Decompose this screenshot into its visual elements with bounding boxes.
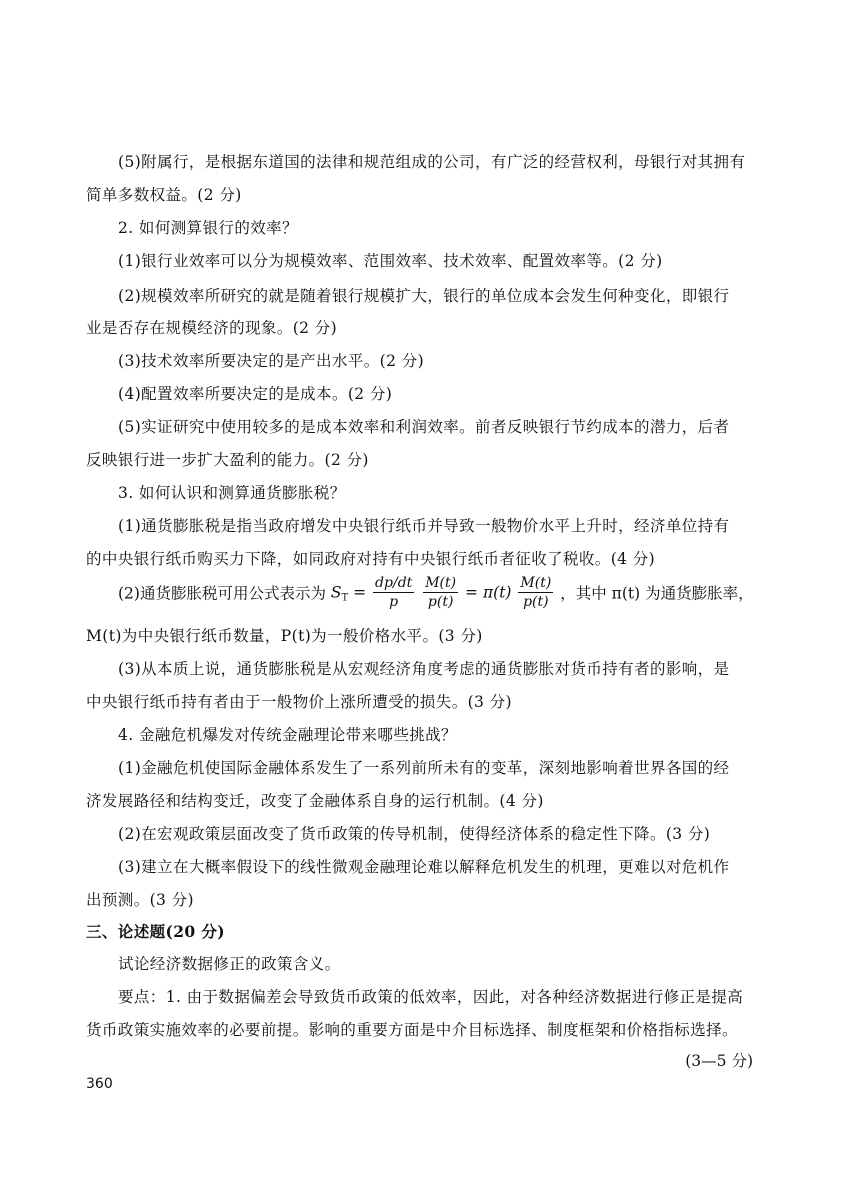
page-number: 360	[86, 1076, 113, 1092]
paragraph-line: (2)规模效率所研究的就是随着银行规模扩大，银行的单位成本会发生何种变化，即银行	[118, 287, 730, 305]
formula-equals: =	[353, 583, 372, 602]
paragraph-line: 简单多数权益。(2 分)	[86, 186, 242, 204]
fraction-denominator: p	[389, 594, 399, 610]
question-heading: 2. 如何测算银行的效率？	[118, 219, 298, 237]
fraction-numerator: dp/dt	[375, 575, 413, 591]
essay-question: 试论经济数据修正的政策含义。	[118, 955, 341, 973]
paragraph-line: 反映银行进一步扩大盈利的能力。(2 分)	[86, 451, 369, 469]
fraction-denominator: p(t)	[427, 594, 454, 610]
paragraph-line: 济发展路径和结构变迁，改变了金融体系自身的运行机制。(4 分)	[86, 792, 544, 810]
paragraph-line: (1)通货膨胀税是指当政府增发中央银行纸币并导致一般物价水平上升时，经济单位持有	[118, 517, 730, 535]
paragraph-line: (4)配置效率所要决定的是成本。(2 分)	[118, 385, 393, 403]
fraction-numerator: M(t)	[425, 575, 457, 591]
paragraph-line: 中央银行纸币持有者由于一般物价上涨所遭受的损失。(3 分)	[86, 693, 512, 711]
score-note: (3—5 分)	[685, 1052, 753, 1070]
paragraph-line: (3)建立在大概率假设下的线性微观金融理论难以解释危机发生的机理，更难以对危机作	[118, 858, 730, 876]
formula-lhs-subscript: T	[341, 592, 349, 604]
formula-suffix: ，其中 π(t) 为通货膨胀率，	[560, 584, 754, 603]
inflation-tax-formula	[118, 574, 754, 618]
paragraph-line: (5)附属行，是根据东道国的法律和规范组成的公司，有广泛的经营权利，母银行对其拥有	[118, 153, 746, 171]
paragraph-line: (1)金融危机使国际金融体系发生了一系列前所未有的变革，深刻地影响着世界各国的经	[118, 759, 730, 777]
formula-lhs: S	[330, 583, 342, 602]
formula-fraction	[423, 574, 458, 611]
formula-fraction	[518, 574, 553, 611]
paragraph-line: (2)在宏观政策层面改变了货币政策的传导机制，使得经济体系的稳定性下降。(3 分)	[118, 825, 711, 843]
paragraph-line: 货币政策实施效率的必要前提。影响的重要方面是中介目标选择、制度框架和价格指标选择。	[86, 1021, 738, 1039]
paragraph-line: (3)从本质上说，通货膨胀税是从宏观经济角度考虑的通货膨胀对货币持有者的影响，是	[118, 660, 730, 678]
paragraph-line: M(t)为中央银行纸币数量，P(t)为一般价格水平。(3 分)	[86, 627, 483, 645]
paragraph-line: (3)技术效率所要决定的是产出水平。(2 分)	[118, 352, 425, 370]
paragraph-line: (5)实证研究中使用较多的是成本效率和利润效率。前者反映银行节约成本的潜力，后者	[118, 418, 730, 436]
paragraph-line: 出预测。(3 分)	[86, 891, 194, 909]
fraction-denominator: p(t)	[523, 594, 549, 610]
section-heading: 三、论述题(20 分)	[86, 922, 226, 941]
paragraph-line: (1)银行业效率可以分为规模效率、范围效率、技术效率、配置效率等。(2 分)	[118, 252, 663, 270]
question-heading: 3. 如何认识和测算通货膨胀税？	[118, 484, 346, 502]
formula-equals: = π(t)	[465, 583, 517, 602]
formula-prefix: (2)通货膨胀税可用公式表示为	[118, 584, 331, 603]
paragraph-line: 要点：1. 由于数据偏差会导致货币政策的低效率，因此，对各种经济数据进行修正是提高	[118, 988, 744, 1006]
paragraph-line: 的中央银行纸币购买力下降，如同政府对持有中央银行纸币者征收了税收。(4 分)	[86, 550, 656, 568]
fraction-numerator: M(t)	[520, 575, 552, 591]
paragraph-line: 业是否存在规模经济的现象。(2 分)	[86, 319, 338, 337]
question-heading: 4. 金融危机爆发对传统金融理论带来哪些挑战？	[118, 726, 457, 744]
formula-fraction	[373, 574, 414, 611]
